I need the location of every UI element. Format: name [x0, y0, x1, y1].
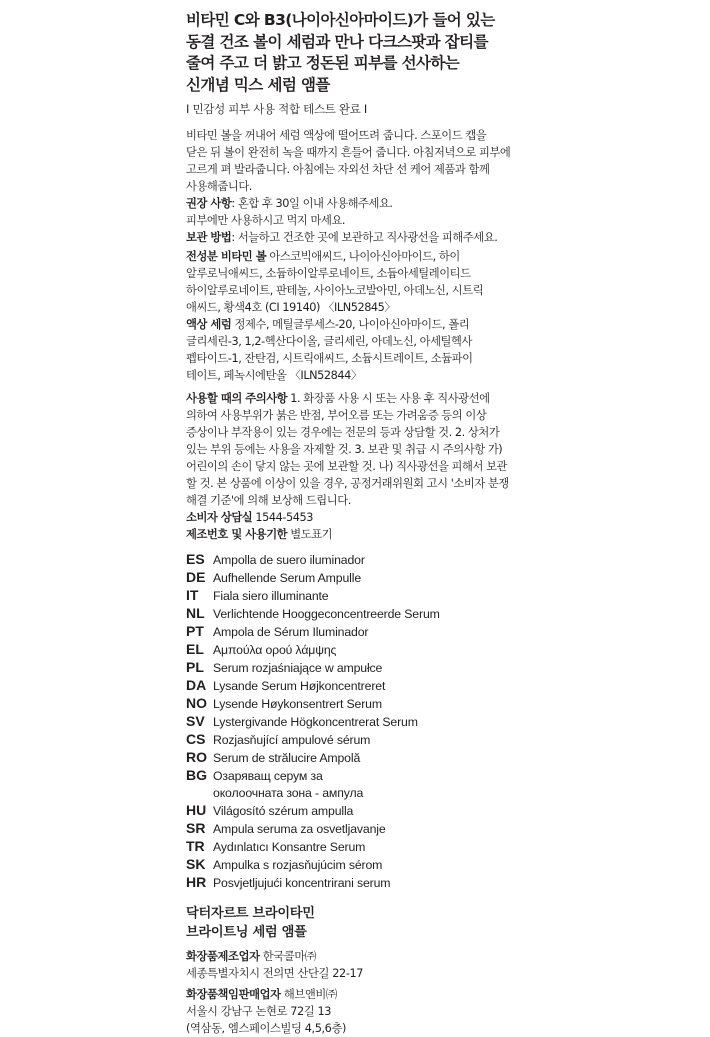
ingredients-line: 하이알루로네이트, 판테놀, 사이아노코발아민, 아데노신, 시트릭 — [186, 284, 484, 297]
cautions-line: 할 것. 본 상품에 이상이 있을 경우, 공정거래위원회 고시 '소비자 분쟁 — [186, 477, 509, 490]
recommendation-text: : 혼합 후 30일 이내 사용해주세요. — [231, 197, 393, 210]
ingredients-line: 펩타이드-1, 잔탄검, 시트릭애씨드, 소듐시트레이트, 소듐파이 — [186, 352, 473, 365]
ingredients-line: 알루로닉애씨드, 소듐하이알루로네이트, 소듐아세틸레이티드 — [186, 267, 471, 280]
recommendation-label: 권장 사항 — [186, 197, 232, 210]
language-row — [186, 838, 686, 856]
headline — [186, 10, 686, 96]
cautions-line: 1. 화장품 사용 시 또는 사용 후 직사광선에 — [287, 392, 490, 405]
recommendation — [186, 195, 686, 212]
usage-instructions — [186, 127, 686, 195]
language-product-name: Lystergivande Högkoncentrerat Serum — [213, 715, 418, 729]
language-product-name: Posvjetljujući koncentrirani serum — [213, 876, 391, 890]
consumer-center-phone: 1544-5453 — [252, 511, 313, 524]
language-code: TR — [186, 838, 205, 854]
language-product-name: Αμπούλα ορού λάμψης — [213, 643, 337, 657]
usage-line: 사용해줍니다. — [186, 180, 252, 193]
language-row — [186, 874, 686, 892]
translated-names-list — [186, 551, 686, 892]
language-code: PT — [186, 623, 204, 639]
ingredients-serum-label: 액상 세럼 — [186, 318, 232, 331]
language-code: SV — [186, 713, 205, 729]
language-row — [186, 713, 686, 731]
headline-line: 비타민 C와 B3(나이아신아마이드)가 들어 있는 — [186, 11, 495, 29]
language-product-name: Ampola de Sérum Iluminador — [213, 625, 369, 639]
language-product-name: околоочната зона - ампула — [213, 786, 364, 800]
language-product-name: Озаряващ серум за — [213, 769, 323, 783]
product-name-line: 닥터자르트 브라이타민 — [186, 906, 315, 921]
ingredients-line: 테이트, 페녹시에탄올 〈ILN52844〉 — [186, 369, 362, 382]
language-product-name: Rozjasňující ampulové sérum — [213, 733, 371, 747]
language-row — [186, 820, 686, 838]
distributor-name: 해브앤비㈜ — [280, 988, 337, 1001]
language-code: HU — [186, 802, 207, 818]
language-code: IT — [186, 587, 199, 603]
cautions-label: 사용할 때의 주의사항 — [186, 392, 288, 405]
language-row — [186, 605, 686, 623]
language-code: PL — [186, 659, 204, 675]
language-code: BG — [186, 767, 207, 783]
language-row — [186, 785, 686, 802]
storage-method — [186, 229, 686, 246]
language-code: CS — [186, 731, 206, 747]
lot-expiry — [186, 526, 686, 543]
language-product-name: Aydınlatıcı Konsantre Serum — [213, 840, 366, 854]
external-use-note: 피부에만 사용하시고 먹지 마세요. — [186, 214, 346, 227]
language-row — [186, 587, 686, 605]
manufacturer-label: 화장품제조업자 — [186, 950, 260, 963]
lot-expiry-text: 별도표기 — [287, 528, 333, 541]
usage-line: 비타민 볼을 꺼내어 세럼 액상에 떨어뜨려 줍니다. 스포이드 캡을 — [186, 129, 487, 142]
distributor-address: 서울시 강남구 논현로 72길 13 — [186, 1005, 332, 1018]
language-product-name: Lysande Serum Højkoncentreret — [213, 679, 386, 693]
distributor-label: 화장품책임판매업자 — [186, 988, 281, 1001]
language-product-name: Verlichtende Hooggeconcentreerde Serum — [213, 607, 440, 621]
language-code: HR — [186, 874, 207, 890]
language-row — [186, 802, 686, 820]
headline-line: 동결 건조 볼이 세럼과 만나 다크스팟과 잡티를 — [186, 32, 488, 51]
language-row — [186, 623, 686, 641]
language-code: DE — [186, 569, 206, 585]
ingredients-line: 글리세린-3, 1,2-헥산다이올, 글리세린, 아데노신, 아세틸헥사 — [186, 335, 472, 348]
ingredients-line: 애씨드, 황색4호 (CI 19140) 〈ILN52845〉 — [186, 301, 396, 314]
language-code: EL — [186, 641, 204, 657]
headline-line: 신개념 믹스 세럼 앰플 — [186, 75, 330, 94]
language-product-name: Aufhellende Serum Ampulle — [213, 571, 362, 585]
usage-line: 고르게 펴 발라줍니다. 아침에는 자외선 차단 선 케어 제품과 함께 — [186, 163, 490, 176]
cautions-line: 어린이의 손이 닿지 않는 곳에 보관할 것. 나) 직사광선을 피해서 보관 — [186, 460, 508, 473]
language-row — [186, 767, 686, 785]
language-code: NO — [186, 695, 207, 711]
language-product-name: Ampula seruma za osvetljavanje — [213, 822, 386, 836]
language-row — [186, 695, 686, 713]
product-info-panel — [186, 10, 686, 1037]
cautions-line: 의하여 사용부위가 붉은 반점, 부어오름 또는 가려움증 등의 이상 — [186, 409, 487, 422]
ingredients-ball-label: 전성분 비타민 볼 — [186, 250, 267, 263]
language-product-name: Lysende Høykonsentrert Serum — [213, 697, 382, 711]
cautions-line: 해결 기준'에 의해 보상해 드립니다. — [186, 494, 351, 507]
manufacturer-address: 세종특별자치시 전의면 산단길 22-17 — [186, 967, 364, 980]
distributor-block — [186, 986, 686, 1037]
cautions-line: 증상이나 부작용이 있는 경우에는 전문의 등과 상담할 것. 2. 상처가 — [186, 426, 500, 439]
language-product-name: Világosító szérum ampulla — [213, 804, 354, 818]
language-code: DA — [186, 677, 207, 693]
language-row — [186, 569, 686, 587]
manufacturer-name: 한국콜마㈜ — [259, 950, 316, 963]
language-code: NL — [186, 605, 205, 621]
consumer-center — [186, 509, 686, 526]
storage-text: : 서늘하고 건조한 곳에 보관하고 직사광선을 피해주세요. — [231, 231, 498, 244]
storage-label: 보관 방법 — [186, 231, 232, 244]
language-product-name: Serum de strălucire Ampolă — [213, 751, 361, 765]
language-product-name: Ampulka s rozjasňujúcim sérom — [213, 858, 383, 872]
language-product-name: Fiala siero illuminante — [213, 589, 329, 603]
language-product-name: Serum rozjaśniające w ampułce — [213, 661, 383, 675]
ingredients-liquid-serum — [186, 316, 686, 384]
ingredients-line: 아스코빅애씨드, 나이아신아마이드, 하이 — [266, 250, 460, 263]
language-code: SR — [186, 820, 206, 836]
distributor-address: (역삼동, 엠스페이스빌딩 4,5,6층) — [186, 1022, 346, 1035]
manufacturer-block — [186, 948, 686, 982]
language-product-name: Ampolla de suero iluminador — [213, 553, 365, 567]
language-code: ES — [186, 551, 205, 567]
product-name-line: 브라이트닝 세럼 앰플 — [186, 925, 307, 940]
language-row — [186, 749, 686, 767]
language-row — [186, 551, 686, 569]
cautions-line: 있는 부위 등에는 사용을 자제할 것. 3. 보관 및 취급 시 주의사항 가) — [186, 443, 503, 456]
language-row — [186, 659, 686, 677]
consumer-center-label: 소비자 상담실 — [186, 511, 253, 524]
lot-expiry-label: 제조번호 및 사용기한 — [186, 528, 288, 541]
ingredients-line: 정제수, 메틸글루세스-20, 나이아신아마이드, 폴리 — [231, 318, 470, 331]
language-row — [186, 731, 686, 749]
product-name — [186, 904, 686, 942]
ingredients-vitamin-ball — [186, 248, 686, 316]
language-row — [186, 641, 686, 659]
language-code: RO — [186, 749, 207, 765]
language-code: SK — [186, 856, 206, 872]
usage-cautions — [186, 390, 686, 509]
usage-line: 닫은 뒤 볼이 완전히 녹을 때까지 흔들어 줍니다. 아침저녁으로 피부에 — [186, 146, 511, 159]
language-row — [186, 856, 686, 874]
language-row — [186, 677, 686, 695]
sensitivity-test-note: I 민감성 피부 사용 적합 테스트 완료 I — [186, 102, 367, 116]
headline-line: 줄여 주고 더 밝고 정돈된 피부를 선사하는 — [186, 54, 460, 72]
